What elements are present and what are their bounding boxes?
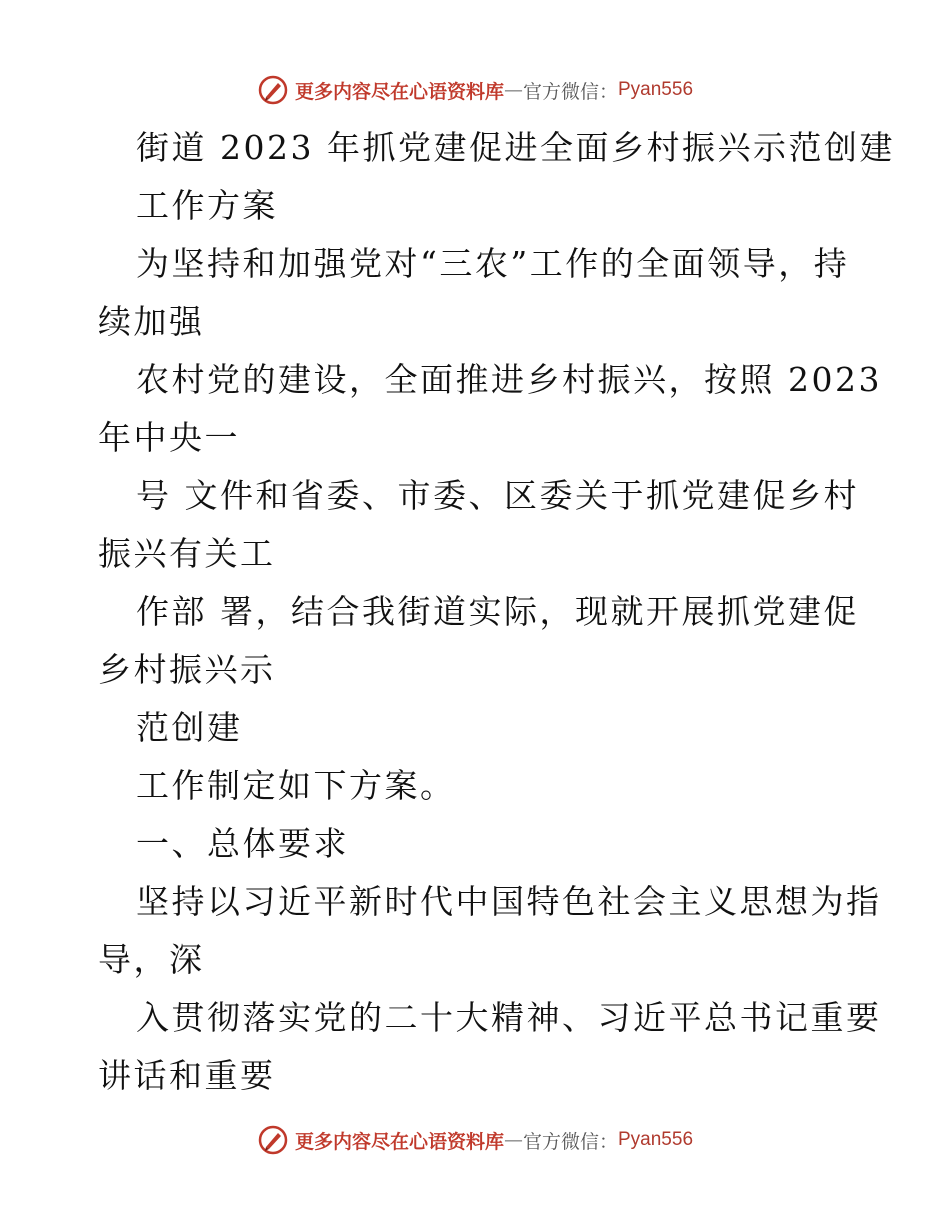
pen-logo-icon xyxy=(257,1124,289,1156)
banner-wechat-label: 官方微信： xyxy=(522,80,618,103)
paragraph-line: 工作制定如下方案。 xyxy=(136,766,456,805)
paragraph-line: 范创建 xyxy=(136,708,243,747)
header-watermark-banner xyxy=(0,70,950,110)
footer-watermark-banner xyxy=(0,1120,950,1160)
paragraph-line: 农村党的建设，全面推进乡村振兴，按照 2023 xyxy=(136,360,882,399)
banner-brand-text: 更多内容尽在心语资料库 xyxy=(294,1130,504,1153)
paragraph-line: 入贯彻落实党的二十大精神、习近平总书记重要 xyxy=(136,998,882,1037)
banner-wechat-id: Pyan556 xyxy=(618,79,694,100)
paragraph-line: 作部 署，结合我街道实际，现就开展抓党建促 xyxy=(136,592,859,631)
document-body xyxy=(98,119,895,1105)
banner-dash: — xyxy=(503,79,523,101)
paragraph-line: 乡村振兴示 xyxy=(98,650,276,689)
banner-wechat-label: 官方微信： xyxy=(522,1130,618,1153)
paragraph-line: 号 文件和省委、市委、区委关于抓党建促乡村 xyxy=(136,476,859,515)
paragraph-line: 为坚持和加强党对“三农”工作的全面领导，持 xyxy=(136,244,850,283)
banner-wechat-id: Pyan556 xyxy=(618,1129,694,1150)
paragraph-line: 续加强 xyxy=(98,302,205,341)
banner-dash: — xyxy=(503,1129,523,1151)
banner-brand-text: 更多内容尽在心语资料库 xyxy=(294,80,504,103)
section-heading: 一、总体要求 xyxy=(136,824,349,863)
paragraph-line: 坚持以习近平新时代中国特色社会主义思想为指 xyxy=(136,882,882,921)
paragraph-line: 讲话和重要 xyxy=(98,1056,276,1095)
paragraph-line: 年中央一 xyxy=(98,418,240,457)
pen-logo-icon xyxy=(257,74,289,106)
paragraph-line: 振兴有关工 xyxy=(98,534,276,573)
document-title-line-2: 工作方案 xyxy=(136,186,278,225)
document-title-line-1: 街道 2023 年抓党建促进全面乡村振兴示范创建 xyxy=(136,128,895,167)
paragraph-line: 导，深 xyxy=(98,940,205,979)
